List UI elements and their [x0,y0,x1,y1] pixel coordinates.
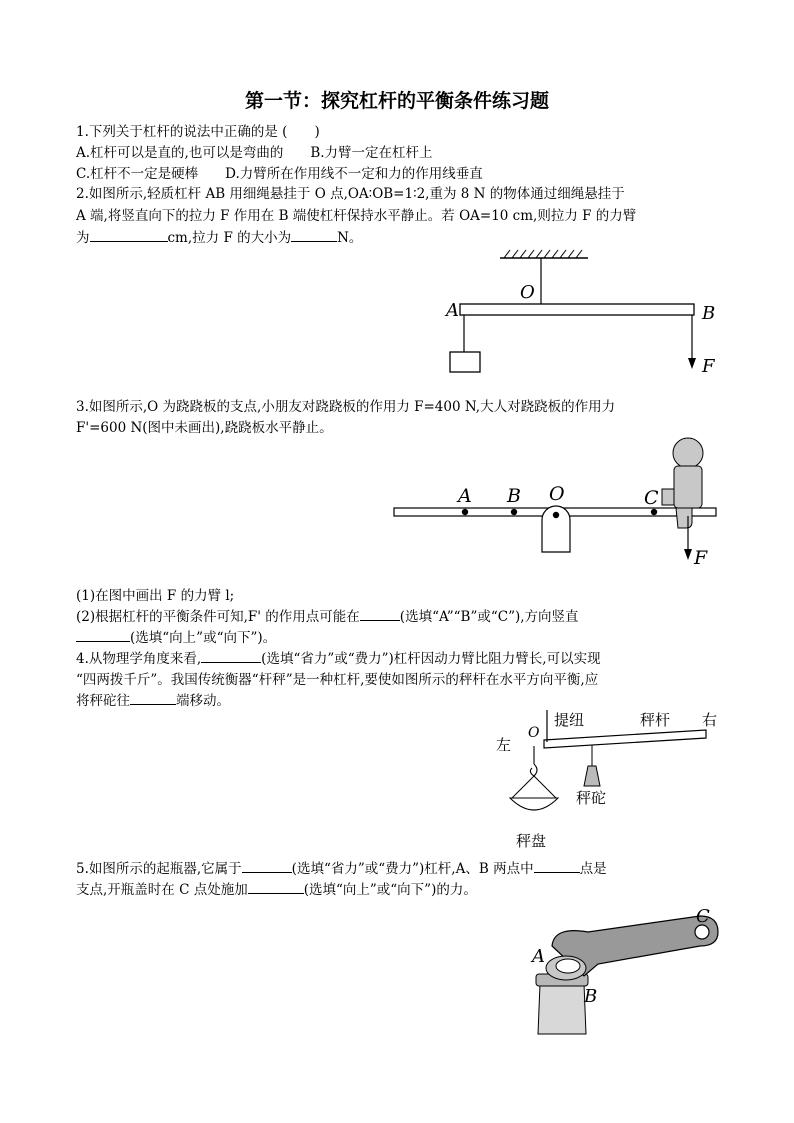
q4-line2: “四两拨千斤”。我国传统衡器“杆秤”是一种杠杆,要使如图所示的秤杆在水平方向平衡,应 [76,672,599,688]
q3-line2: F'=600 N(图中未画出),跷跷板水平静止。 [76,420,333,436]
q2-line3-b: cm,拉力 F 的大小为 [167,230,292,246]
q5-label-a: A [532,946,545,967]
q5-figure [528,902,728,1038]
q3-label-b: B [507,485,521,507]
q2-line2: A 端,将竖直向下的拉力 F 作用在 B 端使杠杆保持水平静止。若 OA=10 cm,则拉力 F 的力臂 [76,208,637,224]
q5-line2-b: (选填“向上”或“向下”)的力。 [303,882,477,898]
q1-options-ab: A.杠杆可以是直的,也可以是弯曲的 B.力臂一定在杠杆上 [76,145,433,161]
q3-sub2-line2 [76,626,276,646]
q5-label-b: B [584,986,598,1007]
q1-options-cd: C.杠杆不一定是硬棒 D.力臂所在作用线不一定和力的作用线垂直 [76,166,483,182]
q5-blank-direction[interactable] [248,879,304,894]
q2-blank-arm[interactable] [90,227,168,242]
q4-label-o: O [528,725,540,741]
q2-label-a: A [446,300,459,321]
q4-label-chenggan: 秤杆 [640,711,671,729]
q2-blank-force[interactable] [291,227,337,242]
q4-line3-a: 将秤砣往 [76,693,130,709]
q2-line3-a: 为 [76,230,90,246]
q2-line3 [76,226,362,246]
q4-label-chengpan: 秤盘 [516,832,547,850]
q4-blank-lever[interactable] [201,648,261,663]
q4-label-right: 右 [702,711,718,729]
q3-label-c: C [644,487,659,509]
q3-sub1: (1)在图中画出 F 的力臂 l; [76,588,235,604]
q3-blank-direction[interactable] [76,627,130,642]
q4-label-tiniu: 提纽 [554,711,585,729]
q4-line1-a: 4.从物理学角度来看, [76,651,202,667]
q4-figure [492,706,724,852]
q4-line3-b: 端移动。 [176,693,230,709]
page-title: 第一节：探究杠杆的平衡条件练习题 [244,90,549,112]
q3-label-o: O [549,483,565,505]
q4-label-chengtuo: 秤砣 [576,789,607,807]
q3-figure [392,436,722,571]
q5-line2-a: 支点,开瓶盖时在 C 点处施加 [76,882,248,898]
q4-label-left: 左 [496,736,512,754]
q2-line3-c: N。 [337,230,363,246]
q4-blank-side[interactable] [130,690,176,705]
q3-sub2-a: (2)根据杠杆的平衡条件可知,F' 的作用点可能在 [76,609,360,625]
q5-line1-c: 点是 [579,861,607,877]
q4-line1 [76,647,601,667]
q2-label-o: O [520,282,535,303]
q3-blank-point[interactable] [360,606,400,621]
q1-stem: 1.下列关于杠杆的说法中正确的是 ( ) [76,124,320,140]
q4-line3 [76,689,230,709]
q3-line1: 3.如图所示,O 为跷跷板的支点,小朋友对跷跷板的作用力 F=400 N,大人对跷跷板的作用力 [76,399,616,415]
q3-sub2-c: (选填“向上”或“向下”)。 [130,630,277,646]
q5-line2 [76,878,477,898]
q5-line1-b: (选填“省力”或“费力”)杠杆,A、B 两点中 [291,861,534,877]
q3-label-f: F [694,547,708,569]
q2-line1: 2.如图所示,轻质杠杆 AB 用细绳悬挂于 O 点,OA∶OB=1∶2,重为 8 N 的物体通过细绳悬挂于 [76,186,625,202]
q5-blank-fulcrum[interactable] [534,858,580,873]
q5-blank-lever[interactable] [242,858,292,873]
q2-label-f: F [702,356,715,377]
q3-sub2-b: (选填“A”“B”或“C”),方向竖直 [399,609,579,625]
q3-label-a: A [458,485,472,507]
q5-line1 [76,857,607,877]
q4-line1-b: (选填“省力”或“费力”)杠杆因动力臂比阻力臂长,可以实现 [261,651,601,667]
q2-label-b: B [702,303,716,324]
q2-figure [440,248,730,376]
q5-label-c: C [696,906,710,927]
q3-sub2-line1 [76,605,579,625]
q5-line1-a: 5.如图所示的起瓶器,它属于 [76,861,242,877]
